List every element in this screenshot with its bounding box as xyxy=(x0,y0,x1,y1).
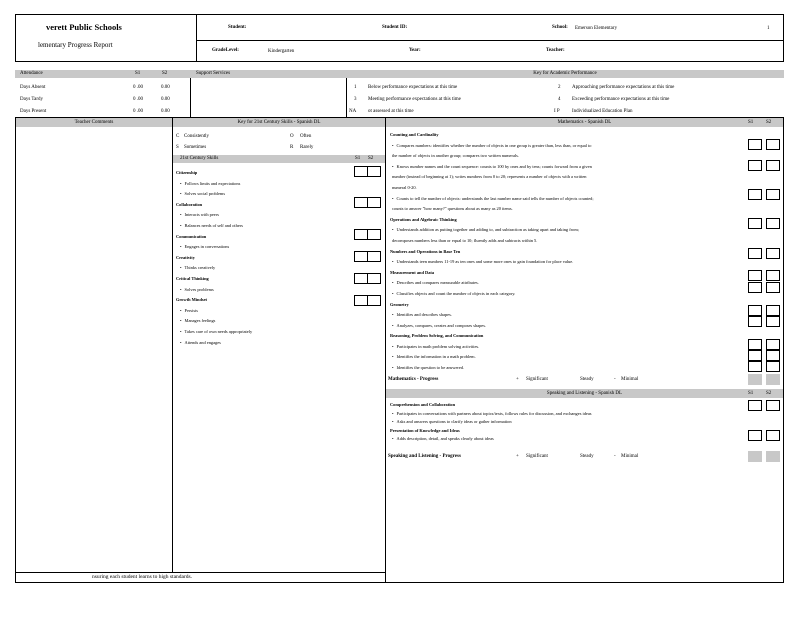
skills21-grade-s2-checkbox[interactable] xyxy=(367,295,381,306)
math-grade-s2-checkbox[interactable] xyxy=(766,248,780,259)
math-progress-minus: - xyxy=(614,377,616,382)
skills21-grade-s1-checkbox[interactable] xyxy=(354,166,368,177)
math-progress-label: Mathematics - Progress xyxy=(388,377,439,382)
page-number: 1 xyxy=(767,26,770,31)
skills21-s2-header: S2 xyxy=(368,156,374,161)
section-heading: Citizenship xyxy=(176,170,198,175)
attendance-label: Days Present xyxy=(20,109,47,114)
comments-bottom-line xyxy=(15,572,385,573)
math-progress-s2-box xyxy=(766,374,780,385)
math-progress-significant: Significant xyxy=(526,377,548,382)
key-text: Meeting performance expectations at this time xyxy=(368,97,461,102)
math-grade-s1-checkbox[interactable] xyxy=(748,248,762,259)
student-label: Student: xyxy=(228,25,247,30)
skills21-bar xyxy=(173,155,385,163)
math-grade-s2-checkbox[interactable] xyxy=(766,361,780,372)
attendance-s2-value: 0.00 xyxy=(161,85,170,90)
standard-text: decomposes numbers less than or equal to 10; fluently adds and subtracts within 5. xyxy=(392,237,538,243)
key21-text: Consistently xyxy=(184,134,210,139)
math-grade-s2-checkbox[interactable] xyxy=(766,339,780,350)
math-grade-s2-checkbox[interactable] xyxy=(766,218,780,229)
main-right-line xyxy=(783,117,784,583)
attendance-label: Days Tardy xyxy=(20,97,44,102)
header-divider xyxy=(196,14,197,62)
standard-text: • Knows number names and the count sequence: counts to 100 by ones and by tens; counts forward from a given xyxy=(390,162,740,173)
key-code: I P xyxy=(554,109,560,114)
standard-text: • Counts to tell the number of objects: understands the last number name said tells the number of objects counted; xyxy=(390,194,740,205)
speaking-progress-minimal: Minimal xyxy=(621,454,639,459)
section-heading: Collaboration xyxy=(176,201,203,207)
attendance-s1-value: 0 .00 xyxy=(133,85,143,90)
col2-divider xyxy=(385,117,386,583)
key21-title: Key for 21st Century Skills - Spanish DL xyxy=(237,120,321,125)
math-grade-s1-checkbox[interactable] xyxy=(748,305,762,316)
standard-text: • Solves problems xyxy=(176,285,346,296)
header-box xyxy=(15,14,784,62)
speaking-progress-s1-box xyxy=(748,451,762,462)
speaking-s2-header: S2 xyxy=(766,391,772,396)
standard-text: • Takes care of own needs appropriately xyxy=(176,327,346,338)
section-heading: Communication xyxy=(176,233,207,239)
school-value: Emerson Elementary xyxy=(575,26,618,31)
standard-text: • Engages in conversations xyxy=(176,242,346,253)
skills21-title: 21st Century Skills xyxy=(180,156,219,161)
school-label: School: xyxy=(552,25,568,30)
math-grade-s1-checkbox[interactable] xyxy=(748,189,762,200)
math-s2-header: S2 xyxy=(766,120,772,125)
math-grade-s2-checkbox[interactable] xyxy=(766,270,780,281)
skills21-grade-s2-checkbox[interactable] xyxy=(367,251,381,262)
report-title: lementary Progress Report xyxy=(38,41,113,49)
teacher-comments-bar xyxy=(16,118,172,127)
section-heading: Geometry xyxy=(390,301,409,307)
attendance-label: Days Absent xyxy=(20,85,46,90)
speaking-grade-s1-checkbox[interactable] xyxy=(748,400,762,411)
key-academic-title: Key for Academic Performance xyxy=(533,71,597,76)
skills21-grade-s1-checkbox[interactable] xyxy=(354,295,368,306)
standard-text: • Follows limits and expectations xyxy=(176,179,346,190)
section-heading: Creativity xyxy=(176,254,195,260)
standard-text: • Solves social problems xyxy=(176,189,346,200)
skills21-list xyxy=(176,168,346,348)
math-grade-s2-checkbox[interactable] xyxy=(766,139,780,150)
attendance-s2-value: 0.00 xyxy=(161,97,170,102)
standard-text: • Balances needs of self and others xyxy=(176,221,346,232)
standard-text: • Manages feelings xyxy=(176,316,346,327)
standard-text: • Adds description, detail, and speaks clearly about ideas xyxy=(390,435,740,444)
math-grade-s1-checkbox[interactable] xyxy=(748,160,762,171)
standard-text: • Describes and compares measurable attributes. xyxy=(390,278,740,289)
speaking-progress-minus: - xyxy=(614,454,616,459)
math-grade-s1-checkbox[interactable] xyxy=(748,282,762,293)
grade-value: Kindergarten xyxy=(268,49,295,54)
skills21-grade-s1-checkbox[interactable] xyxy=(354,197,368,208)
key-code: 1 xyxy=(354,85,357,90)
speaking-progress-label: Speaking and Listening - Progress xyxy=(388,454,461,459)
standard-text: counts to answer "how many?" questions about as many as 20 items. xyxy=(392,206,513,212)
attendance-s1-value: 0 .00 xyxy=(133,109,143,114)
standard-text: • Thinks creatively xyxy=(176,263,346,274)
speaking-progress-significant: Significant xyxy=(526,454,548,459)
math-progress-plus: + xyxy=(516,377,519,382)
math-grade-s1-checkbox[interactable] xyxy=(748,270,762,281)
speaking-progress-steady: Steady xyxy=(580,454,594,459)
section-heading: Presentation of Knowledge and Ideas xyxy=(390,427,460,433)
standard-text: • Asks and answers questions to clarify ideas or gather information xyxy=(390,418,740,427)
district-name: verett Public Schools xyxy=(46,22,122,32)
math-progress-minimal: Minimal xyxy=(621,377,639,382)
standard-text: • Identifies the information in a math problem. xyxy=(390,352,740,363)
key21-text: Rarely xyxy=(300,145,314,150)
speaking-s1-header: S1 xyxy=(748,391,754,396)
math-s1-header: S1 xyxy=(748,120,754,125)
speaking-grade-s2-checkbox[interactable] xyxy=(766,400,780,411)
standard-text: • Understands addition as putting together and adding to, and subtraction as taking apart and taking from; xyxy=(390,225,740,236)
math-grade-s1-checkbox[interactable] xyxy=(748,361,762,372)
speaking-bar xyxy=(386,389,783,398)
attendance-s1-value: 0 .00 xyxy=(133,97,143,102)
key21-code: O xyxy=(290,134,294,139)
attendance-bar xyxy=(15,70,190,78)
standard-text: • Identifies and describes shapes. xyxy=(390,310,740,321)
section-heading: Measurement and Data xyxy=(390,269,435,275)
speaking-grade-s2-checkbox[interactable] xyxy=(766,430,780,441)
skills21-grade-s1-checkbox[interactable] xyxy=(354,229,368,240)
attendance-s1-header: S1 xyxy=(135,71,141,76)
speaking-list xyxy=(390,401,740,444)
key-code: NA xyxy=(349,109,357,114)
standard-text: • Identifies the question to be answered. xyxy=(390,363,740,374)
skills21-grade-s1-checkbox[interactable] xyxy=(354,251,368,262)
standard-text: • Compares numbers: identifies whether the number of objects in one group is greater than, less than, or equal to xyxy=(390,141,740,152)
support-left-line xyxy=(190,78,191,118)
key-code: 2 xyxy=(558,85,561,90)
standard-text: the number of objects in another group; compares two written numerals. xyxy=(392,153,519,159)
support-bar xyxy=(190,70,346,78)
math-grade-s2-checkbox[interactable] xyxy=(766,316,780,327)
key-code: 3 xyxy=(354,97,357,102)
standard-text: • Attends and engages xyxy=(176,338,346,349)
main-bottom-line xyxy=(385,582,784,583)
skills21-grade-s2-checkbox[interactable] xyxy=(367,166,381,177)
math-grade-s1-checkbox[interactable] xyxy=(748,218,762,229)
key21-text: Sometimes xyxy=(184,145,207,150)
math-grade-s2-checkbox[interactable] xyxy=(766,282,780,293)
section-heading: Reasoning, Problem Solving, and Communication xyxy=(390,333,484,339)
math-grade-s2-checkbox[interactable] xyxy=(766,350,780,361)
standard-text: • Interacts with peers xyxy=(176,210,346,221)
section-heading: Operations and Algebraic Thinking xyxy=(390,216,457,222)
skills21-grade-s2-checkbox[interactable] xyxy=(367,273,381,284)
year-label: Year: xyxy=(409,48,421,53)
skills21-s1-header: S1 xyxy=(355,156,361,161)
math-grade-s2-checkbox[interactable] xyxy=(766,189,780,200)
math-grade-s1-checkbox[interactable] xyxy=(748,139,762,150)
footer-text: nsuring each student learns to high standards. xyxy=(92,574,193,580)
math-grade-s1-checkbox[interactable] xyxy=(748,350,762,361)
key21-code: C xyxy=(176,134,180,139)
key-code: 4 xyxy=(558,97,561,102)
attendance-title: Attendance xyxy=(20,71,43,76)
speaking-grade-s1-checkbox[interactable] xyxy=(748,430,762,441)
math-grade-s2-checkbox[interactable] xyxy=(766,305,780,316)
math-progress-s1-box xyxy=(748,374,762,385)
key-text: Below performance expectations at this time xyxy=(368,85,458,90)
standard-text: number (instead of beginning at 1); writes numbers from 0 to 20; represents a number of objects with a written xyxy=(392,174,587,180)
math-grade-s1-checkbox[interactable] xyxy=(748,339,762,350)
section-heading: Comprehension and Collaboration xyxy=(390,402,456,407)
speaking-progress-plus: + xyxy=(516,454,519,459)
support-right-line xyxy=(346,78,347,118)
skills21-grade-s2-checkbox[interactable] xyxy=(367,229,381,240)
main-left-line xyxy=(15,117,16,583)
key21-text: Often xyxy=(300,134,312,139)
key-academic-bar xyxy=(346,70,784,78)
section-heading: Numbers and Operations in Base Ten xyxy=(390,248,461,254)
math-grade-s1-checkbox[interactable] xyxy=(748,316,762,327)
support-title: Support Services xyxy=(196,71,231,76)
standard-text: • Analyzes, compares, creates and composes shapes. xyxy=(390,321,740,332)
speaking-progress-s2-box xyxy=(766,451,780,462)
grade-label: GradeLevel: xyxy=(212,48,239,53)
standard-text: • Persists xyxy=(176,306,346,317)
key-text: Individualized Education Plan xyxy=(572,109,633,114)
attendance-s2-value: 0.00 xyxy=(161,109,170,114)
math-title: Mathematics - Spanish DL xyxy=(557,120,612,125)
section-heading: Counting and Cardinality xyxy=(390,132,439,137)
math-list xyxy=(390,130,740,374)
skills21-grade-s1-checkbox[interactable] xyxy=(354,273,368,284)
teacher-label: Teacher: xyxy=(546,48,565,53)
standard-text: • Understands teen numbers 11-19 as ten ones and some more ones to gain foundation for place value. xyxy=(390,257,740,268)
section-heading: Growth Mindset xyxy=(176,297,208,303)
standard-text: numeral 0-20. xyxy=(392,184,417,190)
speaking-title: Speaking and Listening - Spanish DL xyxy=(546,391,623,396)
standard-text: • Participates in math problem solving activities. xyxy=(390,342,740,353)
key-text: Approaching performance expectations at this time xyxy=(572,85,675,90)
col1-divider xyxy=(172,117,173,573)
standard-text: • Participates in conversations with partners about topics/texts, follows rules for discussion, and exchanges ideas xyxy=(390,410,740,419)
key21-bar xyxy=(173,118,385,127)
key-text: Exceeding performance expectations at this time xyxy=(572,97,670,102)
skills21-grade-s2-checkbox[interactable] xyxy=(367,197,381,208)
student-id-label: Student ID: xyxy=(382,25,408,30)
header-row-divider xyxy=(196,40,784,41)
math-progress-steady: Steady xyxy=(580,377,594,382)
footer-bottom-line xyxy=(15,582,385,583)
section-heading: Critical Thinking xyxy=(176,275,209,281)
key21-code: S xyxy=(176,145,179,150)
attendance-s2-header: S2 xyxy=(162,71,168,76)
teacher-comments-title: Teacher Comments xyxy=(74,120,114,125)
key21-code: R xyxy=(290,145,294,150)
standard-text: • Classifies objects and count the number of objects in each category. xyxy=(390,289,740,300)
math-bar xyxy=(386,118,783,127)
math-grade-s2-checkbox[interactable] xyxy=(766,160,780,171)
key-text: ot assessed at this time xyxy=(368,109,414,114)
